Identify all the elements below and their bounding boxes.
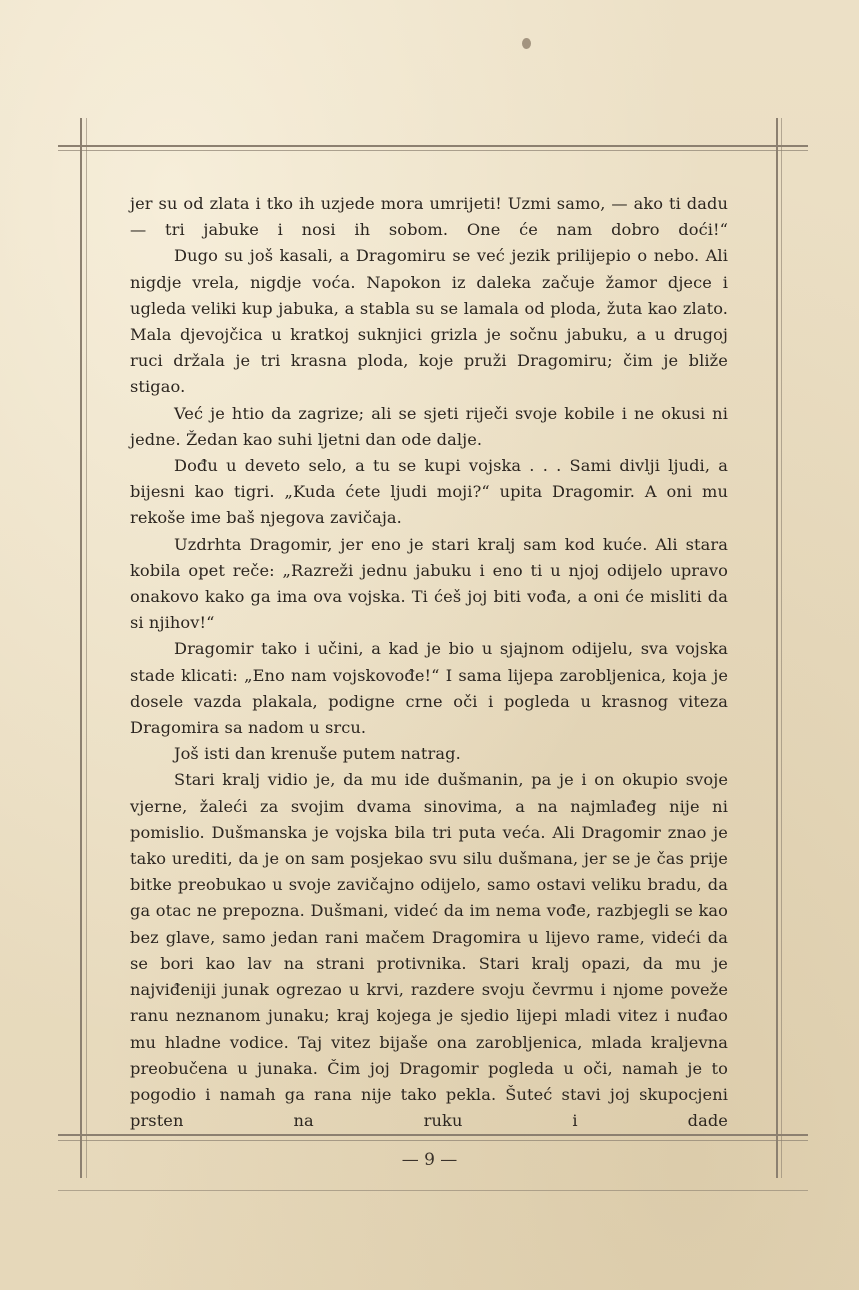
frame-top-rule — [58, 145, 808, 147]
frame-right-rule — [776, 118, 778, 1178]
paragraph: Uzdrhta Dragomir, jer eno je stari kralj sam kod kuće. Ali stara kobila opet reče: „Razreži jednu jabuku i eno ti u njoj odijelo upravo onakovo kako ga ima ova vojska. Ti ćeš joj biti vođa, a oni će misliti da si njihov!“ — [130, 534, 728, 633]
frame-footer-rule — [58, 1190, 808, 1191]
paragraph: Stari kralj vidio je, da mu ide dušmanin, pa je i on okupio svoje vjerne, žaleći za svojim dvama sinovima, a na najmlađeg nije ni pomislio. Dušmanska je vojska bila tri puta veća. Ali Dragomir znao je tako urediti, da je on sam posjekao svu silu dušmana, jer se je čas prije bitke preobukao u svoje zavičajno odijelo, samo ostavi veliku bradu, da ga otac ne prepozna. Dušmani, videć da im nema vođe, razbjegli se kao bez glave, samo jedan rani mačem Dragomira u lijevo rame, videći da se bori kao lav na strani protivnika. Stari kralj opazi, da mu je najviđeniji junak ogrezao u krvi, razdere svoju čevrmu i njome poveže ranu neznanom junaku; kraj kojega je sjedio lijepi mladi vitez i nuđao mu hladne vodice. Taj vitez bijaše ona zarobljenica, mlada kraljevna preobučena u junaka. Čim joj Dragomir pogleda u oči, namah je to pogodio i namah ga rana nije tako pekla. Šuteć stavi joj skupocjeni prsten na ruku i dade — [130, 770, 728, 1131]
ink-spot — [522, 38, 531, 49]
body-text — [130, 191, 728, 1134]
page-number: — 9 — — [401, 1150, 458, 1170]
paragraph: Već je htio da zagrize; ali se sjeti riječi svoje kobile i ne okusi ni jedne. Žedan kao suhi ljetni dan ode dalje. — [130, 403, 728, 449]
frame-right-rule-inner — [781, 118, 782, 1178]
paragraph: Dođu u deveto selo, a tu se kupi vojska . . . Sami divlji ljudi, a bijesni kao tigri. „Kuda ćete ljudi moji?“ upita Dragomir. A oni mu rekoše ime baš njegova zavičaja. — [130, 456, 728, 528]
paragraph: jer su od zlata i tko ih uzjede mora umrijeti! Uzmi samo, — ako ti dadu — tri jabuke i nosi ih sobom. One će nam dobro doći!“ — [130, 194, 728, 240]
frame-left-rule-inner — [86, 118, 87, 1178]
frame-left-rule — [80, 118, 82, 1178]
paragraph: Dugo su još kasali, a Dragomiru se već jezik prilijepio o nebo. Ali nigdje vrela, nigdje voća. Napokon iz daleka začuje žamor djece i ugleda veliki kup jabuka, a stabla su se lamala od ploda, žuta kao zlato. Mala djevojčica u kratkoj suknjici grizla je sočnu jabuku, a u drugoj ruci držala je tri krasna ploda, koje pruži Dragomiru; čim je bliže stigao. — [130, 246, 728, 397]
frame-bottom-rule-inner — [58, 1140, 808, 1141]
frame-top-rule-inner — [58, 150, 808, 151]
paragraph: Dragomir tako i učini, a kad je bio u sjajnom odijelu, sva vojska stade klicati: „Eno nam vojskovođe!“ I sama lijepa zarobljenica, koja je dosele vazda plakala, podigne crne oči i pogleda u krasnog viteza Dragomira sa nadom u srcu. — [130, 639, 728, 738]
paragraph: Još isti dan krenuše putem natrag. — [174, 744, 461, 764]
